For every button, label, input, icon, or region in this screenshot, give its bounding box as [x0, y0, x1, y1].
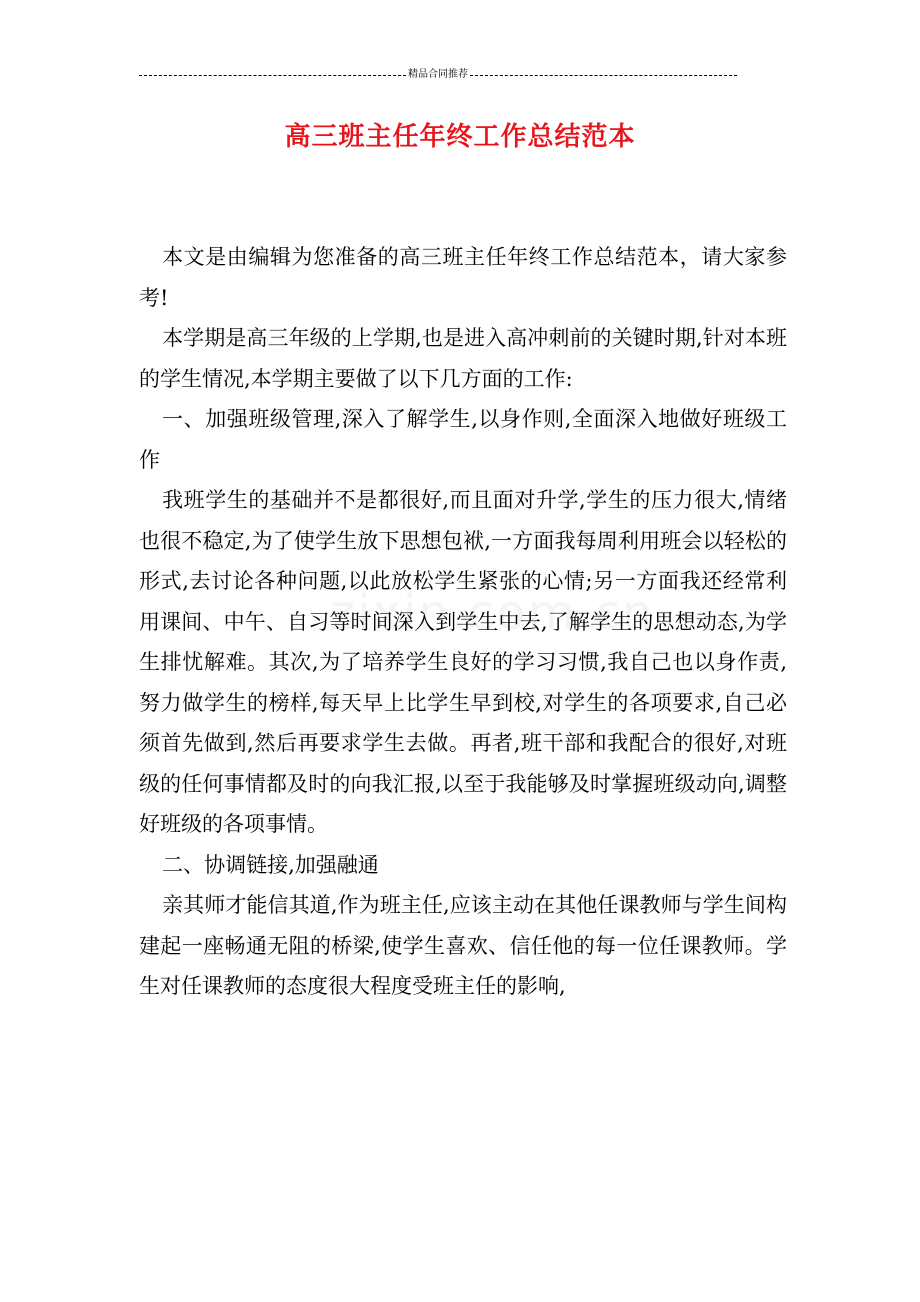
section-heading-2: 二、协调链接,加强融通: [162, 852, 379, 877]
paragraph-intro: 本文是由编辑为您准备的高三班主任年终工作总结范本，请大家参考!: [139, 245, 787, 310]
header-dash-right: [470, 75, 737, 76]
paragraph-overview: 本学期是高三年级的上学期,也是进入高冲刺前的关键时期,针对本班的学生情况,本学期主要做了以下几方面的工作:: [139, 326, 787, 391]
header-label: 精品合同推荐: [408, 69, 468, 80]
document-title: 高三班主任年终工作总结范本: [284, 122, 636, 152]
paragraph-section-1: 我班学生的基础并不是都很好,而且面对升学,学生的压力很大,情绪也很不稳定,为了使学生放下思想包袱,一方面我每周利用班会以轻松的形式,去讨论各种问题,以此放松学生紧张的心情;另一方面我还经常利用课间、中午、自习等时间深入到学生中去,了解学生的思想动态,为学生排忧解难。其次,为了培养学生良好的学习习惯,我自己也以身作责,努力做学生的榜样,每天早上比学生早到校,对学生的各项要求,自己必须首先做到,然后再要求学生去做。再者,班干部和我配合的很好,对班级的任何事情都及时的向我汇报,以至于我能够及时掌握班级动向,调整好班级的各项事情。: [139, 488, 787, 836]
paragraph-section-2: 亲其师才能信其道,作为班主任,应该主动在其他任课教师与学生间构建起一座畅通无阻的桥梁,使学生喜欢、信任他的每一位任课教师。学生对任课教师的态度很大程度受班主任的影响,: [139, 893, 787, 998]
header-dash-left: [139, 75, 406, 76]
document-body: [139, 237, 787, 1007]
section-heading-1: 一、加强班级管理,深入了解学生,以身作则,全面深入地做好班级工作: [139, 407, 787, 472]
page-header: [139, 68, 737, 82]
